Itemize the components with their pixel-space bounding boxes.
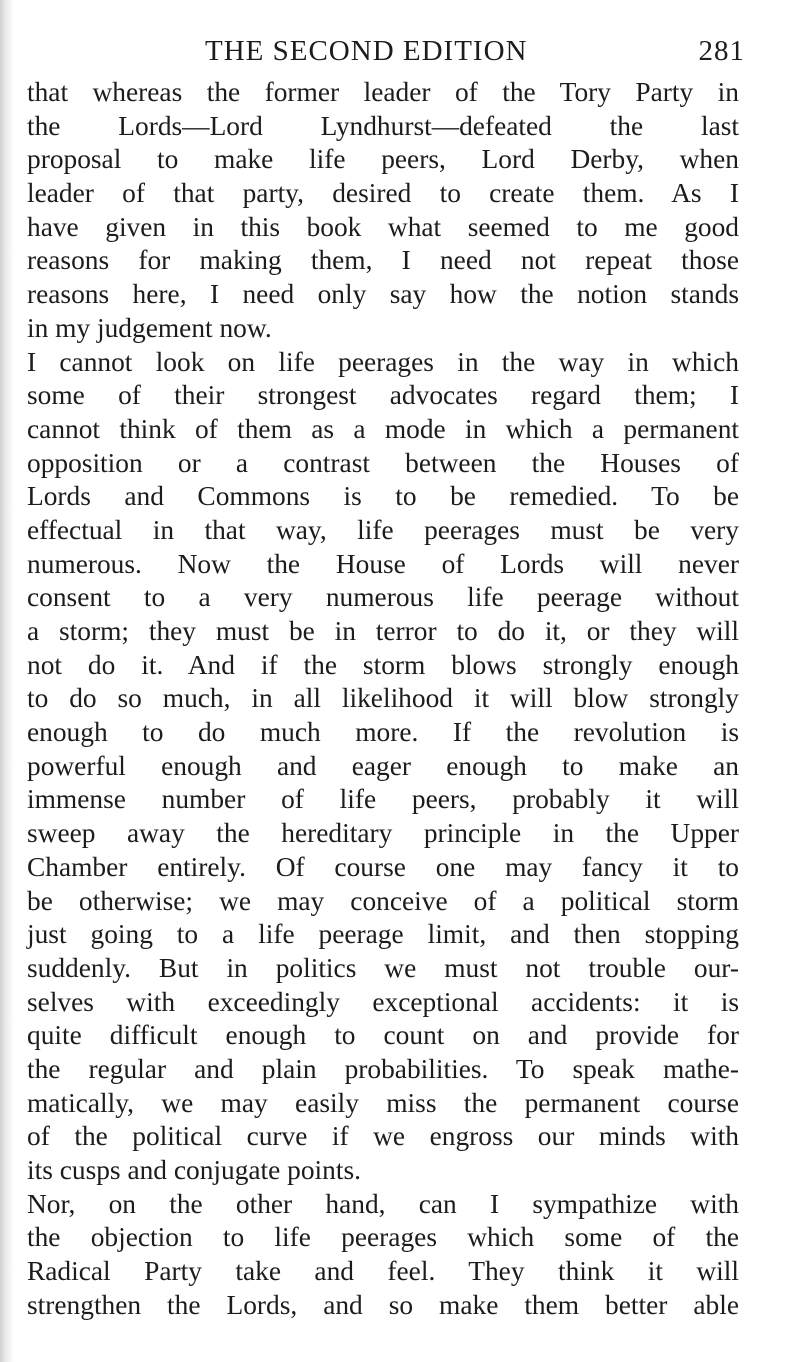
text-line: sweep away the hereditary principle in the Upper [27, 818, 739, 849]
text-line: suddenly. But in politics we must not trouble our- [27, 952, 739, 983]
text-line: selves with exceedingly exceptional accidents: it is [27, 986, 739, 1017]
text-line: cannot think of them as a mode in which a permanent [27, 413, 739, 444]
text-line: the Lords—Lord Lyndhurst—defeated the last [27, 110, 739, 141]
text-line: numerous. Now the House of Lords will never [27, 548, 739, 579]
text-line: in my judgement now. [27, 312, 272, 343]
text-line: to do so much, in all likelihood it will blow strongly [27, 683, 739, 714]
body-text [27, 76, 739, 1322]
text-line: the regular and plain probabilities. To speak mathe- [27, 1053, 739, 1084]
text-line: have given in this book what seemed to me good [27, 211, 739, 242]
text-line: leader of that party, desired to create them. As I [27, 178, 739, 209]
text-line: Nor, on the other hand, can I sympathize with [27, 1188, 739, 1219]
text-line: reasons here, I need only say how the notion stands [27, 279, 739, 310]
text-line: be otherwise; we may conceive of a political storm [27, 885, 739, 916]
text-line: proposal to make life peers, Lord Derby, when [27, 144, 739, 175]
text-line: not do it. And if the storm blows strongly enough [27, 649, 739, 680]
text-line: I cannot look on life peerages in the way in which [27, 346, 739, 377]
text-line: the objection to life peerages which some of the [27, 1222, 739, 1253]
text-line: enough to do much more. If the revolution is [27, 717, 739, 748]
text-line: consent to a very numerous life peerage without [27, 582, 739, 613]
text-line: powerful enough and eager enough to make an [27, 750, 739, 781]
text-line: strengthen the Lords, and so make them better able [27, 1289, 739, 1320]
text-line: opposition or a contrast between the Houses of [27, 447, 739, 478]
text-line: of the political curve if we engross our minds with [27, 1121, 739, 1152]
running-title: THE SECOND EDITION [205, 35, 528, 67]
binding-gutter-shadow [0, 0, 14, 1362]
text-line: reasons for making them, I need not repeat those [27, 245, 739, 276]
text-line: that whereas the former leader of the Tory Party in [27, 77, 739, 107]
text-line: a storm; they must be in terror to do it, or they will [27, 616, 739, 646]
page-number: 281 [698, 35, 745, 67]
text-line: immense number of life peers, probably it will [27, 784, 739, 815]
text-line: Lords and Commons is to be remedied. To be [27, 481, 739, 512]
text-line: effectual in that way, life peerages must be very [27, 514, 739, 545]
text-line: matically, we may easily miss the permanent course [27, 1087, 739, 1118]
running-header [205, 33, 745, 69]
text-line: just going to a life peerage limit, and then stopping [27, 919, 739, 950]
text-line: Chamber entirely. Of course one may fancy it to [27, 851, 739, 882]
text-line: some of their strongest advocates regard them; I [27, 380, 739, 411]
text-line: its cusps and conjugate points. [27, 1155, 361, 1185]
text-line: Radical Party take and feel. They think it will [27, 1256, 739, 1287]
text-line: quite difficult enough to count on and provide for [27, 1020, 739, 1051]
